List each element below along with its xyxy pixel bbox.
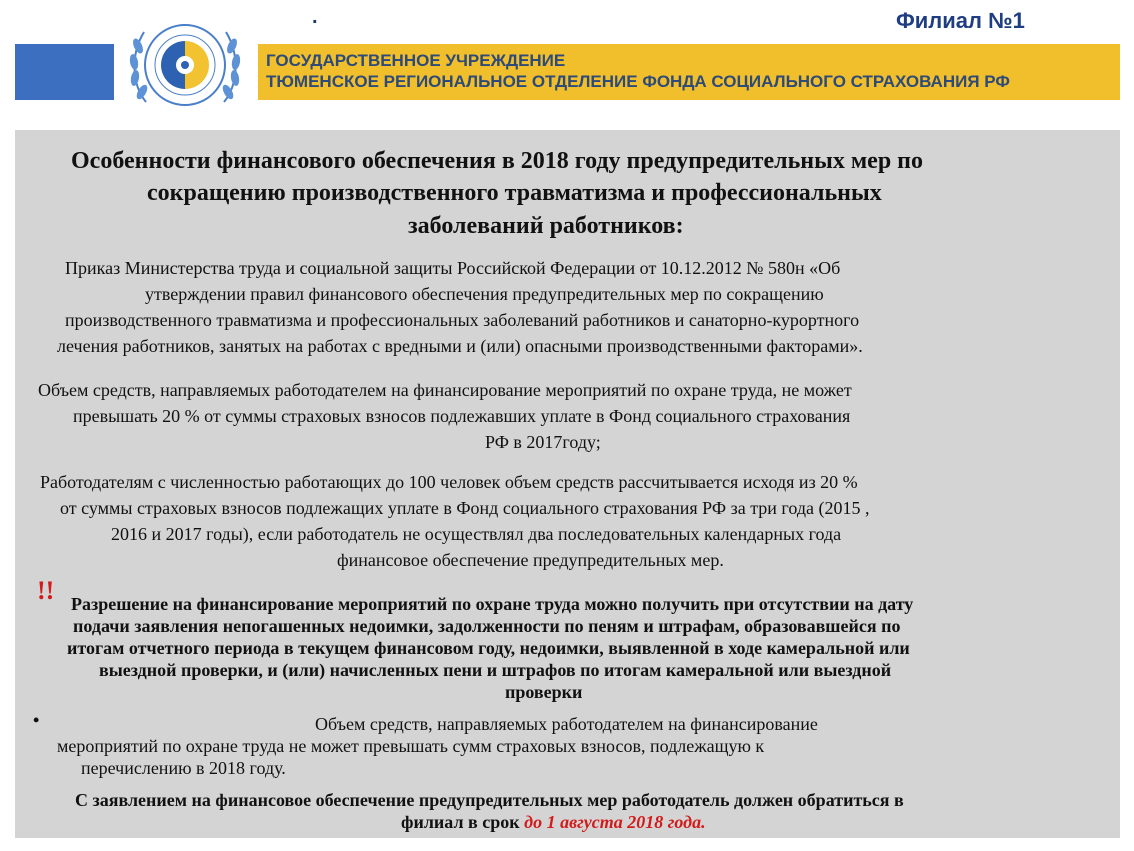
order-line-4: лечения работников, занятых на работах с вредными и (или) опасными производственными факторами». <box>57 336 863 356</box>
warning-line-4: выездной проверки, и (или) начисленных пени и штрафов по итогам камеральной или выездной <box>99 660 892 680</box>
deadline-prefix: филиал в срок <box>401 812 525 832</box>
warning-line-3: итогам отчетного периода в текущем финансовом году, недоимки, выявленной в ходе камеральной или <box>67 638 910 658</box>
warning-line-1: Разрешение на финансирование мероприятий по охране труда можно получить при отсутствии на дату <box>71 594 914 614</box>
blue-accent-bar <box>15 44 114 100</box>
order-line-3: производственного травматизма и профессиональных заболеваний работников и санаторно-курортного <box>65 310 860 330</box>
order-line-2: утверждении правил финансового обеспечения предупредительных мер по сокращению <box>145 284 824 304</box>
small-employers-line-3: 2016 и 2017 годы), если работодатель не осуществлял два последовательных календарных года <box>111 524 842 544</box>
funding-limit-line-3: РФ в 2017году; <box>485 432 601 452</box>
contribution-limit-line-2: мероприятий по охране труда не может превышать сумм страховых взносов, подлежащую к <box>57 736 765 756</box>
warning-line-5: проверки <box>505 682 583 702</box>
branch-label: Филиал №1 <box>896 8 1025 33</box>
warning-line-2: подачи заявления непогашенных недоимки, задолженности по пеням и штрафам, образовавшейся по <box>73 616 901 636</box>
deadline-line-1: С заявлением на финансовое обеспечение предупредительных мер работодатель должен обратиться в <box>75 790 904 810</box>
deadline-date: до 1 августа 2018 года. <box>524 812 706 832</box>
warning-mark: !! <box>37 576 55 605</box>
slide-title-line-2: сокращению производственного травматизма и профессиональных <box>147 180 882 206</box>
bullet-marker: • <box>33 710 40 730</box>
fss-emblem-logo <box>124 10 246 120</box>
content-panel <box>15 130 1120 838</box>
order-line-1: Приказ Министерства труда и социальной защиты Российской Федерации от 10.12.2012 № 580н «Об <box>65 258 841 278</box>
organization-banner <box>258 44 1120 100</box>
small-employers-line-4: финансовое обеспечение предупредительных мер. <box>337 550 724 570</box>
contribution-limit-line-3: перечислению в 2018 году. <box>81 758 286 778</box>
funding-limit-line-1: Объем средств, направляемых работодателем на финансирование мероприятий по охране труда, не может <box>38 380 852 400</box>
slide-title-line-3: заболеваний работников: <box>408 213 684 239</box>
contribution-limit-line-1: Объем средств, направляемых работодателем на финансирование <box>315 714 818 734</box>
slide-title-line-1: Особенности финансового обеспечения в 2018 году предупредительных мер по <box>71 148 923 174</box>
small-employers-line-1: Работодателям с численностью работающих до 100 человек объем средств рассчитывается исходя из 20 % <box>40 472 858 492</box>
funding-limit-line-2: превышать 20 % от суммы страховых взносов подлежавших уплате в Фонд социального страхования <box>73 406 851 426</box>
deadline-line-2 <box>401 812 706 833</box>
header-dot: . <box>312 6 318 28</box>
organization-line-1: ГОСУДАРСТВЕННОЕ УЧРЕЖДЕНИЕ <box>266 51 566 70</box>
organization-line-2: ТЮМЕНСКОЕ РЕГИОНАЛЬНОЕ ОТДЕЛЕНИЕ ФОНДА СОЦИАЛЬНОГО СТРАХОВАНИЯ РФ <box>266 72 1010 91</box>
small-employers-line-2: от суммы страховых взносов подлежащих уплате в Фонд социального страхования РФ за три года (2015 , <box>60 498 870 518</box>
